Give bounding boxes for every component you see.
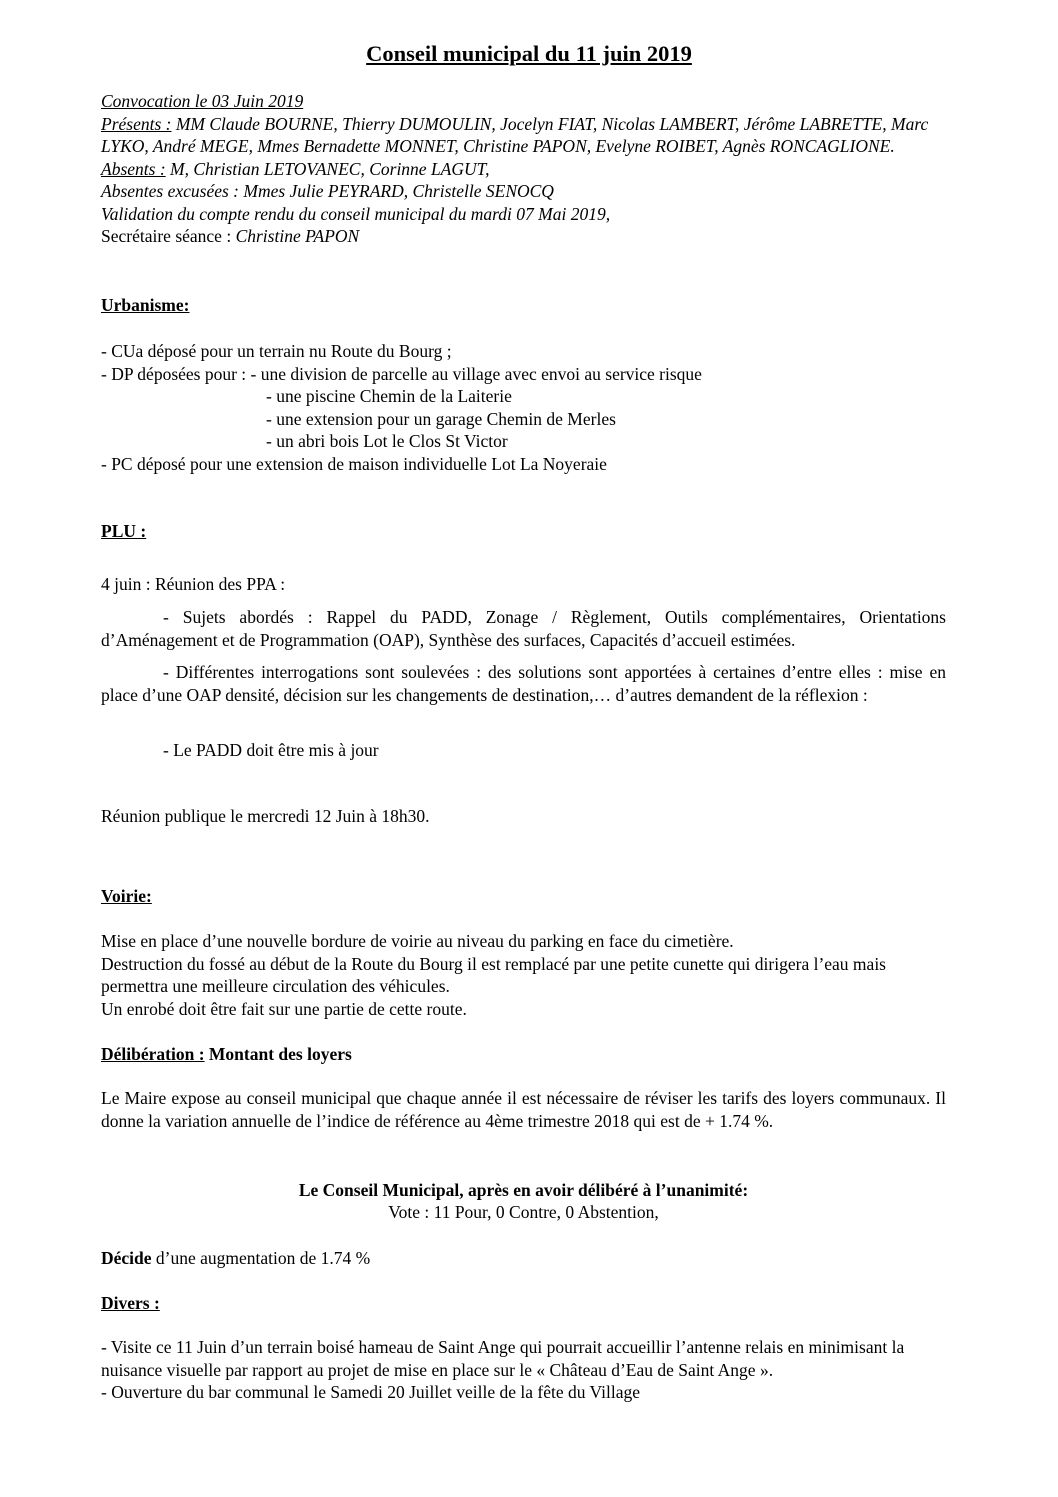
dp-item: - une piscine Chemin de la Laiterie — [266, 386, 512, 406]
dp-intro-line: - DP déposées pour : - une division de parcelle au village avec envoi au service risque — [101, 363, 702, 384]
vote-line: Vote : 11 Pour, 0 Contre, 0 Abstention, — [388, 1202, 659, 1222]
deliberation-label: Délibération : — [101, 1044, 205, 1064]
absents-paragraph — [101, 158, 946, 181]
absents-list: M, Christian LETOVANEC, Corinne LAGUT, — [165, 158, 490, 179]
divers-item: - Ouverture du bar communal le Samedi 20 Juillet veille de la fête du Village — [101, 1382, 641, 1402]
voirie-heading: Voirie: — [101, 886, 152, 906]
page-title: Conseil municipal du 11 juin 2019 — [366, 41, 692, 66]
ppa-meeting-line: 4 juin : Réunion des PPA : — [101, 574, 286, 594]
presents-paragraph — [101, 113, 946, 158]
secretary-line — [101, 225, 946, 248]
plu-interrogations-paragraph: - Différentes interrogations sont soulevées : des solutions sont apportées à certaines d’entre elles : mise en place d’une OAP densité, décision sur les changements de destination,… d’autres demandent de la réflexion : — [101, 662, 946, 705]
council-decision-line: Le Conseil Municipal, après en avoir délibéré à l’unanimité: — [298, 1180, 749, 1200]
pc-line: - PC déposé pour une extension de maison individuelle Lot La Noyeraie — [101, 453, 607, 474]
secretary-name: Christine PAPON — [235, 226, 360, 246]
voirie-section — [101, 930, 946, 1020]
cua-line: - CUa déposé pour un terrain nu Route du Bourg ; — [101, 341, 452, 361]
meeting-header — [101, 90, 946, 248]
decide-text: d’une augmentation de 1.74 % — [151, 1248, 371, 1268]
absents-label: Absents : — [101, 158, 166, 179]
plu-padd-line: - Le PADD doit être mis à jour — [163, 740, 379, 760]
excused-line: Absentes excusées : Mmes Julie PEYRARD, Christelle SENOCQ — [101, 181, 554, 201]
voirie-line: Destruction du fossé au début de la Route du Bourg il est remplacé par une petite cunette qui dirigera l’eau mais permettra une meilleure circulation des véhicules. — [101, 953, 886, 996]
convocation-line: Convocation le 03 Juin 2019 — [101, 91, 304, 111]
divers-item: - Visite ce 11 Juin d’un terrain boisé hameau de Saint Ange qui pourrait accueillir l’antenne relais en minimisant la nuisance visuelle par rapport au projet de mise en place sur le « Château d’Eau de Saint Ange ». — [101, 1337, 905, 1380]
urbanisme-section — [101, 340, 946, 475]
divers-section — [101, 1336, 946, 1404]
dp-item: - une extension pour un garage Chemin de Merles — [266, 408, 616, 429]
validation-line: Validation du compte rendu du conseil municipal du mardi 07 Mai 2019, — [101, 203, 611, 224]
voirie-line: Mise en place d’une nouvelle bordure de voirie au niveau du parking en face du cimetière. — [101, 931, 734, 951]
deliberation-subject: Montant des loyers — [204, 1044, 352, 1064]
decide-line — [101, 1247, 946, 1270]
secretary-label: Secrétaire séance : — [101, 226, 236, 246]
urbanisme-heading: Urbanisme: — [101, 295, 190, 315]
divers-heading: Divers : — [101, 1293, 160, 1313]
plu-heading: PLU : — [101, 521, 147, 541]
plu-sujets-paragraph: - Sujets abordés : Rappel du PADD, Zonage / Règlement, Outils complémentaires, Orientations d’Aménagement et de Programmation (OAP), Synthèse des surfaces, Capacités d’accueil estimées. — [101, 607, 946, 650]
voirie-line: Un enrobé doit être fait sur une partie de cette route. — [101, 998, 467, 1019]
presents-list: MM Claude BOURNE, Thierry DUMOULIN, Jocelyn FIAT, Nicolas LAMBERT, Jérôme LABRETTE, Marc LYKO, André MEGE, Mmes Bernadette MONNET, Christine PAPON, Evelyne ROIBET, Agnès RONCAGLIONE. — [101, 113, 929, 156]
decide-label: Décide — [101, 1248, 152, 1268]
dp-item: - un abri bois Lot le Clos St Victor — [266, 431, 508, 451]
presents-label: Présents : — [101, 113, 172, 134]
deliberation-text: Le Maire expose au conseil municipal que chaque année il est nécessaire de réviser les tarifs des loyers communaux. Il donne la variation annuelle de l’indice de référence au 4ème trimestre 2018 qui est de + 1.74 %. — [101, 1088, 946, 1131]
public-meeting-line: Réunion publique le mercredi 12 Juin à 18h30. — [101, 806, 430, 826]
deliberation-heading — [101, 1043, 946, 1066]
